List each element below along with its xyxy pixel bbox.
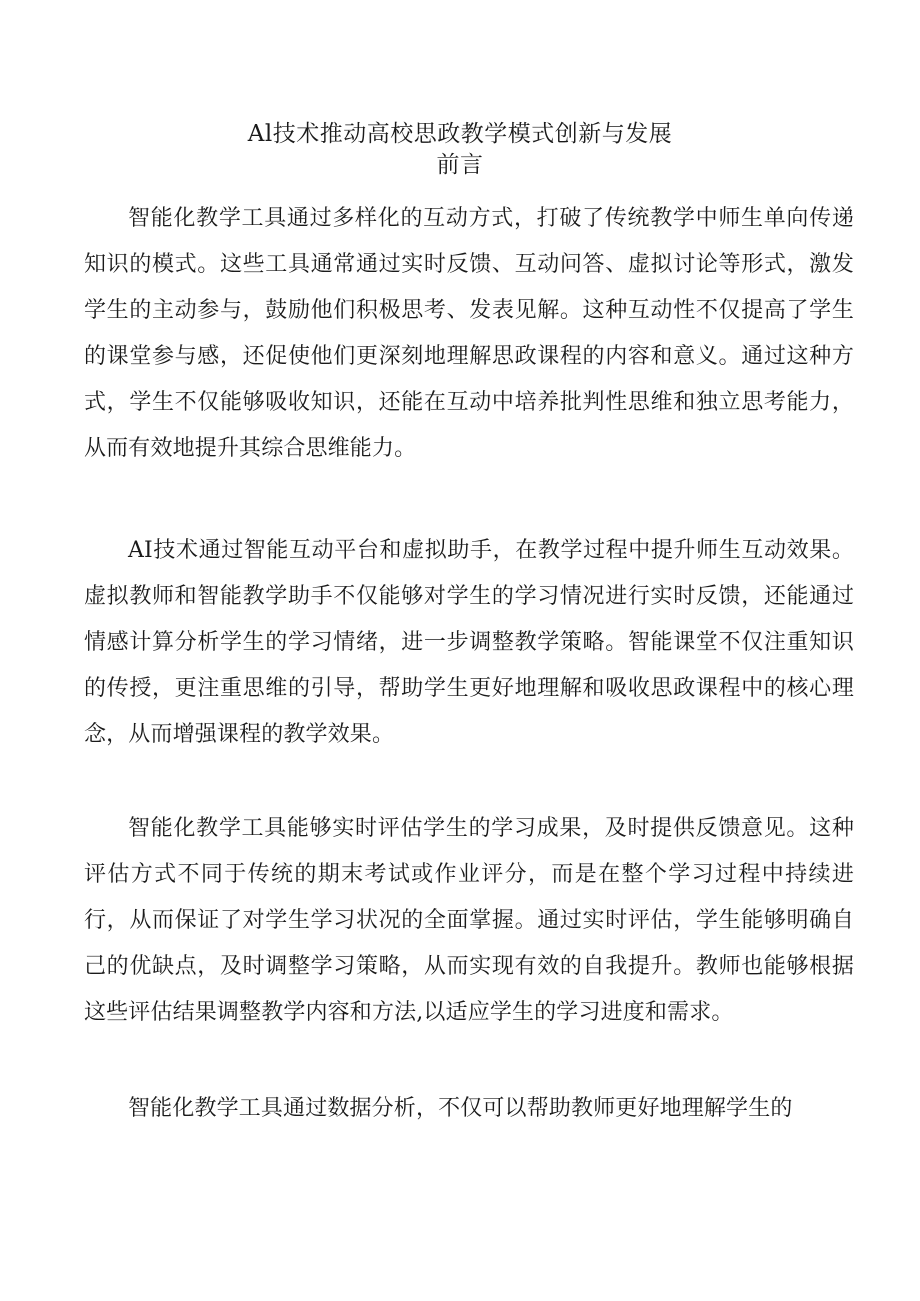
document-title: Al技术推动高校思政教学模式创新与发展: [247, 121, 673, 147]
paragraph-2: AI技术通过智能互动平台和虚拟助手，在教学过程中提升师生互动效果。虚拟教师和智能教学助手不仅能够对学生的学习情况进行实时反馈，还能通过情感计算分析学生的学习情绪，进一步调整教学策略。智能课堂不仅注重知识的传授，更注重思维的引导，帮助学生更好地理解和吸收思政课程中的核心理念，从而增强课程的教学效果。: [84, 538, 854, 747]
paragraph-3: 智能化教学工具能够实时评估学生的学习成果，及时提供反馈意见。这种评估方式不同于传统的期末考试或作业评分，而是在整个学习过程中持续进行，从而保证了对学生学习状况的全面掌握。通过实时评估，学生能够明确自己的优缺点，及时调整学习策略，从而实现有效的自我提升。教师也能够根据这些评估结果调整教学内容和方法,以适应学生的学习进度和需求。: [84, 816, 854, 1025]
document-subtitle: 前言: [436, 152, 484, 178]
paragraph-1: 智能化教学工具通过多样化的互动方式，打破了传统教学中师生单向传递知识的模式。这些工具通常通过实时反馈、互动问答、虚拟讨论等形式，激发学生的主动参与，鼓励他们积极思考、发表见解。这种互动性不仅提高了学生的课堂参与感，还促使他们更深刻地理解思政课程的内容和意义。通过这种方式，学生不仅能够吸收知识，还能在互动中培养批判性思维和独立思考能力，从而有效地提升其综合思维能力。: [84, 206, 854, 461]
paragraph-4: 智能化教学工具通过数据分析，不仅可以帮助教师更好地理解学生的: [128, 1096, 793, 1121]
